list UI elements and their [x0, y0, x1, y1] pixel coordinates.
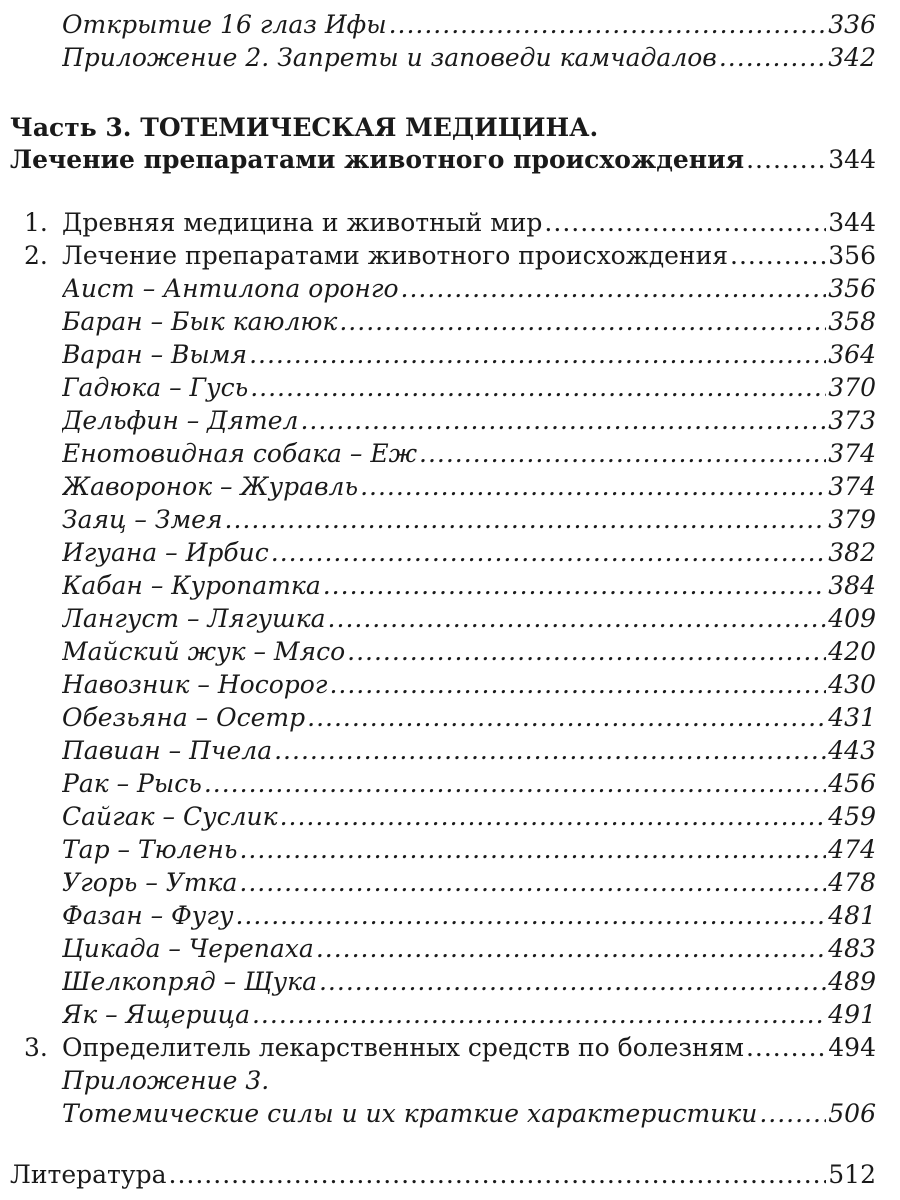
- toc-animal-entry: [0, 338, 900, 371]
- toc-chapter-2: [0, 239, 900, 272]
- dot-leader: [347, 635, 826, 668]
- toc-entry-page: 356: [828, 241, 876, 270]
- toc-entry-page: 358: [828, 307, 876, 336]
- toc-entry-page: 409: [828, 604, 876, 633]
- toc-entry-page: 456: [828, 769, 876, 798]
- dot-leader: [280, 800, 827, 833]
- dot-leader: [419, 437, 826, 470]
- dot-leader: [252, 998, 826, 1031]
- toc-entry-page: 459: [828, 802, 876, 831]
- toc-entry-title: Игуана – Ирбис: [62, 538, 269, 567]
- toc-animal-entry: [0, 965, 900, 998]
- dot-leader: [746, 1031, 826, 1064]
- toc-entry-page: 356: [828, 274, 876, 303]
- dot-leader: [746, 143, 826, 176]
- toc-literature-entry: [0, 1158, 900, 1191]
- toc-entry-title: Литература: [10, 1160, 167, 1189]
- toc-entry-title: Лангуст – Лягушка: [62, 604, 326, 633]
- toc-entry-page: 344: [828, 145, 876, 174]
- dot-leader: [239, 866, 826, 899]
- toc-entry-page: 336: [828, 10, 876, 39]
- dot-leader: [759, 1097, 826, 1130]
- toc-entry-title: Баран – Бык каюлюк: [62, 307, 338, 336]
- toc-entry-title: Угорь – Утка: [62, 868, 238, 897]
- dot-leader: [319, 965, 826, 998]
- toc-animal-entry: [0, 437, 900, 470]
- toc-entry-page: 382: [828, 538, 876, 567]
- toc-entry-title: Павиан – Пчела: [62, 736, 273, 765]
- toc-animal-entry: [0, 404, 900, 437]
- toc-animal-entry: [0, 866, 900, 899]
- toc-entry-title: Дельфин – Дятел: [62, 406, 299, 435]
- dot-leader: [169, 1158, 827, 1191]
- toc-entry-title: Тар – Тюлень: [62, 835, 238, 864]
- toc-entry-page: 374: [828, 439, 876, 468]
- toc-entry-page: 491: [828, 1000, 876, 1029]
- toc-entry-page: 364: [828, 340, 876, 369]
- dot-leader: [329, 668, 826, 701]
- toc-entry-page: 342: [828, 43, 876, 72]
- toc-animal-entry: [0, 800, 900, 833]
- toc-entry-title: Определитель лекарственных средств по болезням: [62, 1033, 744, 1062]
- toc-chapter-3: [0, 1031, 900, 1064]
- toc-animal-entry: [0, 305, 900, 338]
- toc-entry-page: 512: [828, 1160, 876, 1189]
- toc-animal-entry: [0, 899, 900, 932]
- toc-entry-page: 431: [828, 703, 876, 732]
- dot-leader: [328, 602, 827, 635]
- toc-entry-page: 478: [828, 868, 876, 897]
- toc-entry-page: 494: [828, 1033, 876, 1062]
- part-3-subtitle: Лечение препаратами животного происхождения: [10, 145, 745, 174]
- toc-animal-entry: [0, 932, 900, 965]
- dot-leader: [249, 338, 826, 371]
- toc-entry-title: Обезьяна – Осетр: [62, 703, 306, 732]
- dot-leader: [401, 272, 827, 305]
- toc-animal-entry: [0, 371, 900, 404]
- dot-leader: [274, 734, 826, 767]
- toc-animal-entry: [0, 602, 900, 635]
- dot-leader: [316, 932, 826, 965]
- toc-entry-title: Лечение препаратами животного происхождения: [62, 241, 729, 270]
- dot-leader: [730, 239, 826, 272]
- toc-animal-entry: [0, 536, 900, 569]
- toc-entry-title: Гадюка – Гусь: [62, 373, 249, 402]
- dot-leader: [307, 701, 826, 734]
- toc-entry-title: Майский жук – Мясо: [62, 637, 346, 666]
- part-3-subtitle-entry: [0, 143, 900, 176]
- toc-animal-entry: [0, 668, 900, 701]
- toc-entry-page: 506: [828, 1099, 876, 1128]
- toc-entry-page: 374: [828, 472, 876, 501]
- toc-entry-page: 443: [828, 736, 876, 765]
- toc-entry-page: 379: [828, 505, 876, 534]
- toc-entry-ifa: [0, 8, 900, 41]
- dot-leader: [360, 470, 826, 503]
- toc-appendix-3-label: [0, 1064, 900, 1097]
- dot-leader: [323, 569, 827, 602]
- dot-leader: [225, 503, 827, 536]
- toc-entry-page: 373: [828, 406, 876, 435]
- toc-animal-entry: [0, 767, 900, 800]
- dot-leader: [300, 404, 826, 437]
- dot-leader: [250, 371, 826, 404]
- toc-animal-entry: [0, 272, 900, 305]
- toc-entry-page: 489: [828, 967, 876, 996]
- chapter-number: 1.: [24, 208, 48, 237]
- dot-leader: [271, 536, 827, 569]
- part-3-heading: Часть 3. ТОТЕМИЧЕСКАЯ МЕДИЦИНА.: [10, 113, 599, 142]
- dot-leader: [544, 206, 826, 239]
- toc-entry-title: Навозник – Носорог: [62, 670, 328, 699]
- toc-entry-page: 370: [828, 373, 876, 402]
- toc-chapter-1: [0, 206, 900, 239]
- toc-entry-title: Заяц – Змея: [62, 505, 223, 534]
- toc-entry-title: Тотемические силы и их краткие характеристики: [62, 1099, 758, 1128]
- toc-entry-title: Цикада – Черепаха: [62, 934, 314, 963]
- toc-entry-title: Варан – Вымя: [62, 340, 248, 369]
- appendix-3-label: Приложение 3.: [62, 1066, 270, 1095]
- toc-entry-appendix-2: [0, 41, 900, 74]
- dot-leader: [339, 305, 826, 338]
- toc-entry-title: Древняя медицина и животный мир: [62, 208, 543, 237]
- toc-animal-entry: [0, 569, 900, 602]
- toc-entry-title: Енотовидная собака – Еж: [62, 439, 418, 468]
- toc-entry-title: Як – Ящерица: [62, 1000, 250, 1029]
- toc-animal-entry: [0, 635, 900, 668]
- toc-entry-title: Кабан – Куропатка: [62, 571, 321, 600]
- chapter-number: 3.: [24, 1033, 48, 1062]
- toc-entry-title: Приложение 2. Запреты и заповеди камчадалов: [62, 43, 717, 72]
- toc-entry-page: 483: [828, 934, 876, 963]
- toc-entry-page: 474: [828, 835, 876, 864]
- toc-entry-title: Шелкопряд – Щука: [62, 967, 317, 996]
- toc-entry-page: 430: [828, 670, 876, 699]
- toc-animal-entry: [0, 833, 900, 866]
- toc-entry-page: 344: [828, 208, 876, 237]
- dot-leader: [719, 41, 826, 74]
- toc-animal-entry: [0, 701, 900, 734]
- toc-entry-page: 384: [828, 571, 876, 600]
- toc-appendix-3-entry: [0, 1097, 900, 1130]
- chapter-number: 2.: [24, 241, 48, 270]
- toc-entry-title: Фазан – Фугу: [62, 901, 234, 930]
- toc-entry-title: Сайгак – Суслик: [62, 802, 278, 831]
- toc-animal-entry: [0, 998, 900, 1031]
- toc-entry-title: Жаворонок – Журавль: [62, 472, 359, 501]
- toc-animal-entry: [0, 734, 900, 767]
- toc-entry-page: 420: [828, 637, 876, 666]
- dot-leader: [239, 833, 826, 866]
- dot-leader: [235, 899, 826, 932]
- toc-entry-title: Рак – Рысь: [62, 769, 202, 798]
- dot-leader: [204, 767, 826, 800]
- dot-leader: [389, 8, 827, 41]
- toc-animal-entry: [0, 470, 900, 503]
- toc-entry-title: Открытие 16 глаз Ифы: [62, 10, 387, 39]
- toc-entry-page: 481: [828, 901, 876, 930]
- toc-animal-entry: [0, 503, 900, 536]
- toc-entry-title: Аист – Антилопа оронго: [62, 274, 399, 303]
